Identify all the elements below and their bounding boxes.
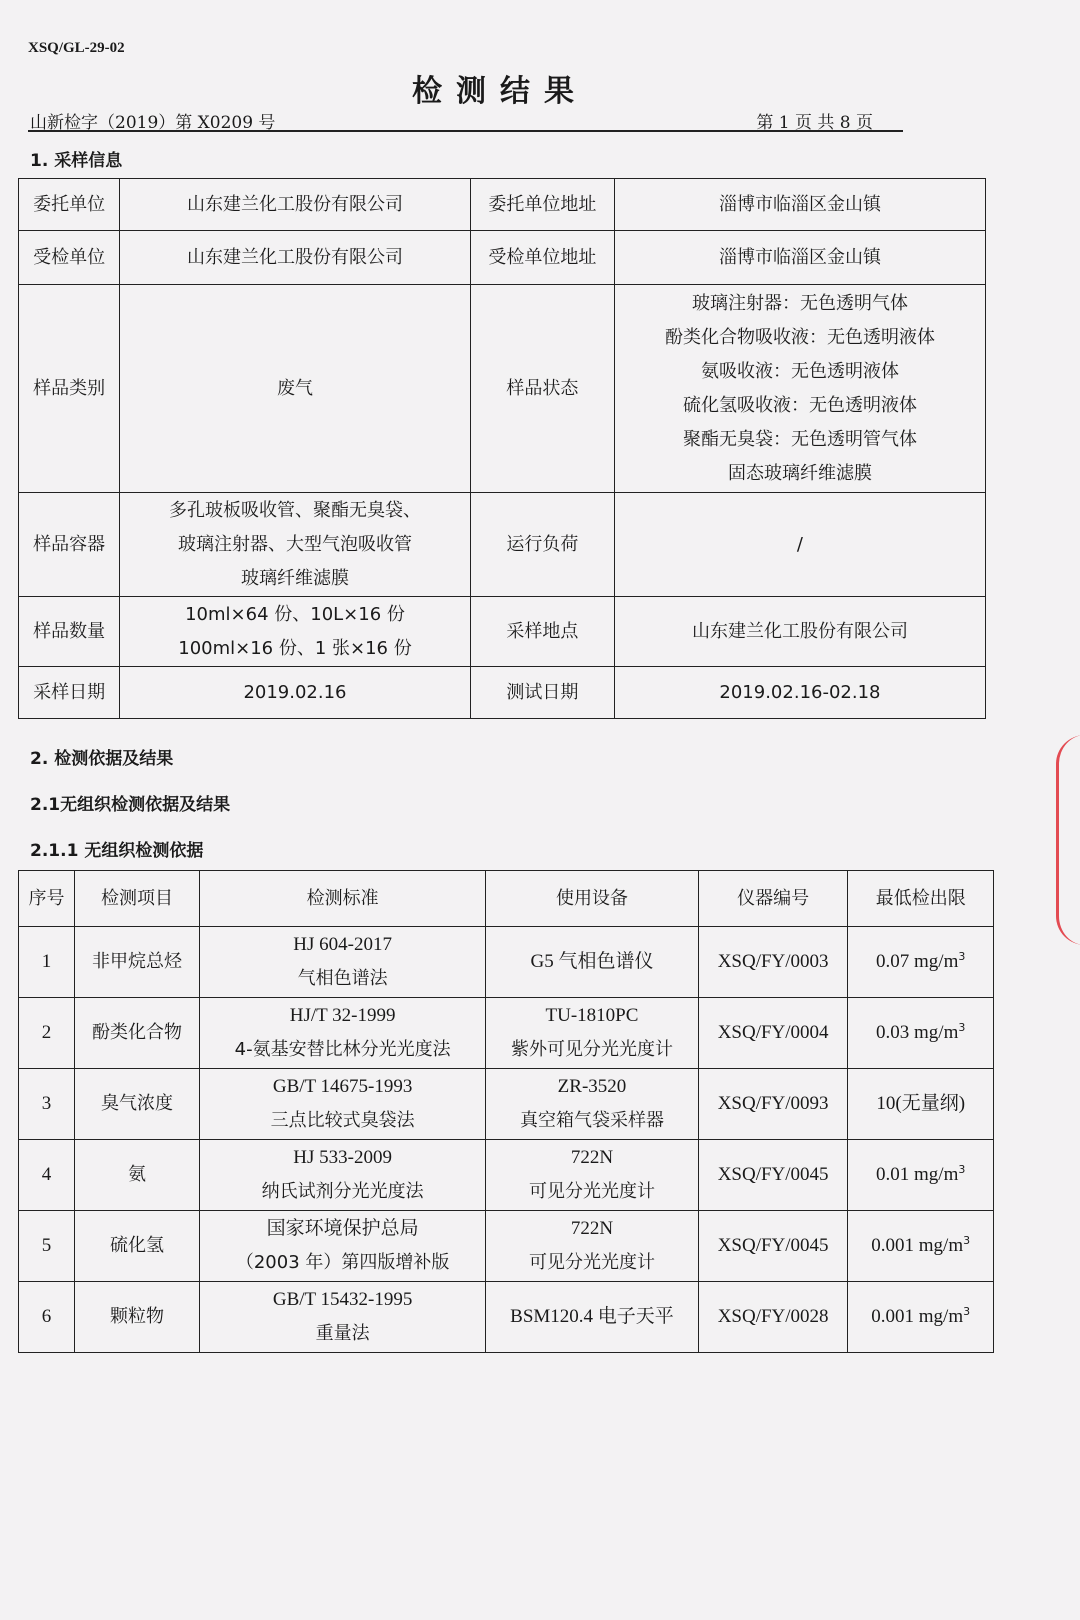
row-number (19, 998, 75, 1069)
standard-code: GB/T 15432-1995 (272, 1289, 413, 1310)
state-line: 玻璃注射器：无色透明气体 (691, 292, 908, 314)
column-header: 使用设备 (486, 871, 699, 927)
standard-method: 三点比较式臭袋法 (270, 1110, 415, 1131)
test-standard (200, 1140, 486, 1211)
state-line: 氨吸收液：无色透明液体 (700, 360, 899, 382)
test-standard (200, 927, 486, 998)
site-value: 山东建兰化工股份有限公司 (614, 597, 985, 667)
red-stamp-edge (1056, 735, 1080, 945)
equipment-model: 722N (570, 1147, 614, 1168)
equipment-model: TU-1810PC (545, 1005, 639, 1026)
date-value: 2019.02.16 (120, 667, 471, 719)
inspected-address-value: 淄博市临淄区金山镇 (614, 231, 985, 285)
equipment-name: 可见分光光度计 (528, 1252, 655, 1273)
load-value: / (614, 493, 985, 597)
instrument-id (698, 1140, 848, 1211)
container-line: 多孔玻板吸收管、聚酯无臭袋、 (168, 499, 421, 521)
column-header: 检测标准 (200, 871, 486, 927)
standard-method: （2003 年）第四版增补版 (235, 1252, 450, 1273)
detection-limit-text: 0.03 mg/m (876, 1022, 959, 1043)
inspected-address-label: 受检单位地址 (470, 231, 614, 285)
criteria-table (18, 870, 994, 1353)
table-row (19, 597, 986, 667)
report-reference-row (28, 108, 903, 132)
test-item (74, 927, 199, 998)
test-item (74, 1211, 199, 1282)
equipment-name: 真空箱气袋采样器 (519, 1110, 664, 1131)
instrument-id-text: XSQ/FY/0028 (717, 1306, 829, 1327)
detection-limit-text: 0.01 mg/m (876, 1164, 959, 1185)
quantity-line: 100ml×16 份、1 张×16 份 (178, 637, 412, 659)
client-address-label: 委托单位地址 (470, 179, 614, 231)
test-item (74, 998, 199, 1069)
unit-exponent: 3 (958, 1163, 966, 1176)
row-number-text: 2 (41, 1022, 52, 1043)
test-item-text: 酚类化合物 (92, 1022, 183, 1043)
container-line: 玻璃纤维滤膜 (240, 567, 349, 589)
row-number-text: 1 (41, 951, 52, 972)
inspected-label: 受检单位 (19, 231, 120, 285)
detection-limit-text: 0.001 mg/m (871, 1235, 964, 1256)
column-header: 最低检出限 (848, 871, 994, 927)
test-standard (200, 998, 486, 1069)
category-value: 废气 (120, 285, 471, 493)
detection-limit-text: 0.07 mg/m (876, 951, 959, 972)
table-row (19, 1282, 994, 1353)
row-number (19, 1211, 75, 1282)
instrument-id (698, 1069, 848, 1140)
row-number (19, 1140, 75, 1211)
row-number (19, 1069, 75, 1140)
table-row (19, 179, 986, 231)
quantity-value (120, 597, 471, 667)
client-value: 山东建兰化工股份有限公司 (120, 179, 471, 231)
equipment-model: BSM120.4 电子天平 (510, 1306, 674, 1327)
state-value (614, 285, 985, 493)
state-line: 聚酯无臭袋：无色透明管气体 (682, 428, 917, 450)
test-item-text: 臭气浓度 (101, 1093, 174, 1114)
test-standard (200, 1282, 486, 1353)
table-row (19, 285, 986, 493)
test-date-value: 2019.02.16-02.18 (614, 667, 985, 719)
equipment-model: G5 气相色谱仪 (530, 951, 654, 972)
table-row (19, 1140, 994, 1211)
table-row (19, 667, 986, 719)
standard-code: GB/T 14675-1993 (272, 1076, 413, 1097)
table-row (19, 998, 994, 1069)
test-item (74, 1282, 199, 1353)
standard-method: 纳氏试剂分光光度法 (261, 1181, 424, 1202)
detection-limit (848, 1282, 994, 1353)
equipment-model: ZR-3520 (557, 1076, 627, 1097)
equipment (486, 1069, 699, 1140)
category-label: 样品类别 (19, 285, 120, 493)
criteria-rows (19, 927, 994, 1353)
equipment (486, 927, 699, 998)
row-number-text: 6 (41, 1306, 52, 1327)
inspected-value: 山东建兰化工股份有限公司 (120, 231, 471, 285)
instrument-id-text: XSQ/FY/0004 (717, 1022, 829, 1043)
instrument-id (698, 1211, 848, 1282)
instrument-id-text: XSQ/FY/0003 (717, 951, 829, 972)
section-basis-results: 2. 检测依据及结果 (30, 749, 174, 769)
test-item-text: 氨 (128, 1164, 147, 1185)
standard-code: HJ/T 32-1999 (289, 1005, 396, 1026)
quantity-line: 10ml×64 份、10L×16 份 (185, 603, 405, 625)
page-counter: 第 1 页 共 8 页 (756, 113, 873, 133)
test-standard (200, 1211, 486, 1282)
detection-limit (848, 1211, 994, 1282)
state-label: 样品状态 (470, 285, 614, 493)
instrument-id-text: XSQ/FY/0093 (717, 1093, 829, 1114)
table-row (19, 1069, 994, 1140)
site-label: 采样地点 (470, 597, 614, 667)
standard-code: 国家环境保护总局 (266, 1218, 419, 1239)
unit-exponent: 3 (963, 1305, 971, 1318)
sampling-info-table (18, 178, 986, 719)
equipment (486, 1211, 699, 1282)
detection-limit (848, 998, 994, 1069)
equipment-model: 722N (570, 1218, 614, 1239)
equipment-name: 可见分光光度计 (528, 1181, 655, 1202)
detection-limit-text: 0.001 mg/m (871, 1306, 964, 1327)
test-item (74, 1140, 199, 1211)
section-unorganized-basis: 2.1.1 无组织检测依据 (30, 841, 204, 861)
page-title: 检测结果 (412, 74, 588, 109)
state-line: 酚类化合物吸收液：无色透明液体 (664, 326, 935, 348)
row-number-text: 3 (41, 1093, 52, 1114)
unit-exponent: 3 (963, 1234, 971, 1247)
standard-code: HJ 533-2009 (293, 1147, 392, 1168)
report-number: 山新检字（2019）第 X0209 号 (30, 113, 276, 133)
table-row (19, 231, 986, 285)
row-number (19, 927, 75, 998)
equipment-name: 紫外可见分光光度计 (510, 1039, 673, 1060)
detection-limit (848, 927, 994, 998)
instrument-id (698, 927, 848, 998)
test-item-text: 硫化氢 (110, 1235, 165, 1256)
quantity-label: 样品数量 (19, 597, 120, 667)
state-line: 固态玻璃纤维滤膜 (727, 462, 872, 484)
test-item-text: 非甲烷总烃 (92, 951, 183, 972)
unit-exponent: 3 (958, 950, 966, 963)
table-row (19, 927, 994, 998)
instrument-id-text: XSQ/FY/0045 (717, 1164, 829, 1185)
equipment (486, 1140, 699, 1211)
row-number-text: 5 (41, 1235, 52, 1256)
equipment (486, 998, 699, 1069)
table-row (19, 493, 986, 597)
column-header: 仪器编号 (698, 871, 848, 927)
test-item (74, 1069, 199, 1140)
instrument-id (698, 998, 848, 1069)
standard-code: HJ 604-2017 (293, 934, 392, 955)
standard-method: 气相色谱法 (297, 968, 388, 989)
standard-method: 重量法 (315, 1323, 370, 1344)
date-label: 采样日期 (19, 667, 120, 719)
client-label: 委托单位 (19, 179, 120, 231)
container-label: 样品容器 (19, 493, 120, 597)
state-line: 硫化氢吸收液：无色透明液体 (682, 394, 917, 416)
table-row (19, 1211, 994, 1282)
column-header: 检测项目 (74, 871, 199, 927)
test-item-text: 颗粒物 (110, 1306, 165, 1327)
detection-limit (848, 1069, 994, 1140)
test-date-label: 测试日期 (470, 667, 614, 719)
row-number-text: 4 (41, 1164, 52, 1185)
unit-exponent: 3 (958, 1021, 966, 1034)
detection-limit-text: 10(无量纲) (876, 1093, 966, 1114)
section-sampling-info: 1. 采样信息 (30, 151, 123, 171)
table-header-row (19, 871, 994, 927)
standard-method: 4-氨基安替比林分光光度法 (234, 1039, 451, 1060)
document-code: XSQ/GL-29-02 (28, 40, 125, 56)
instrument-id-text: XSQ/FY/0045 (717, 1235, 829, 1256)
section-unorganized-basis-results: 2.1无组织检测依据及结果 (30, 795, 231, 815)
container-line: 玻璃注射器、大型气泡吸收管 (177, 533, 412, 555)
column-header: 序号 (19, 871, 75, 927)
test-standard (200, 1069, 486, 1140)
detection-limit (848, 1140, 994, 1211)
row-number (19, 1282, 75, 1353)
client-address-value: 淄博市临淄区金山镇 (614, 179, 985, 231)
equipment (486, 1282, 699, 1353)
container-value (120, 493, 471, 597)
instrument-id (698, 1282, 848, 1353)
load-label: 运行负荷 (470, 493, 614, 597)
